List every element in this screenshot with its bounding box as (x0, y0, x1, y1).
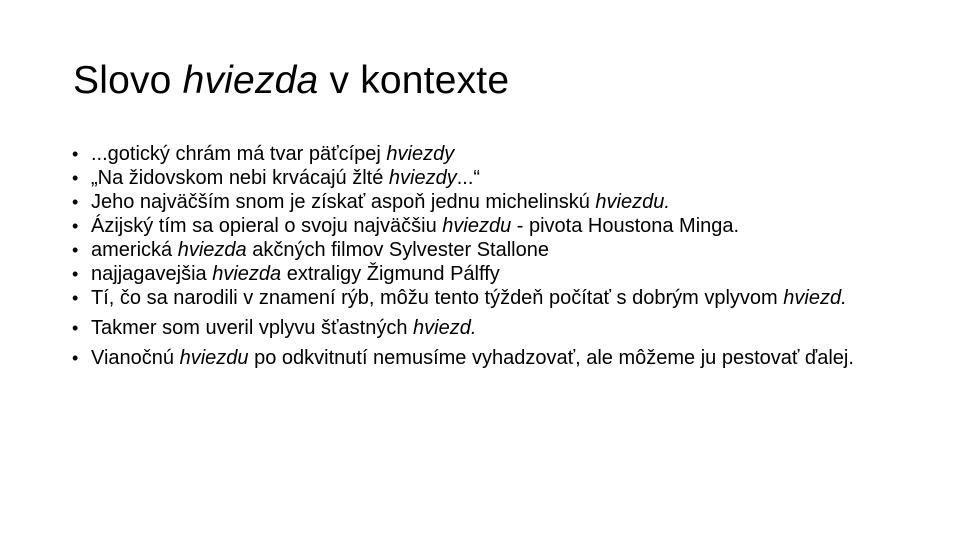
bullet-dot-icon: • (72, 264, 79, 284)
bullet-dot-icon: • (72, 192, 79, 212)
bullet-text-after: - pivota Houstona Minga. (511, 215, 740, 237)
bullet-text-after: extraligy Žigmund Pálffy (281, 263, 500, 285)
bullet-text-before: najjagavejšia (91, 263, 213, 285)
bullet-text-italic: hviezd. (783, 287, 847, 309)
bullet-list (72, 142, 922, 370)
bullet-item (72, 190, 922, 214)
bullet-dot-icon: • (72, 240, 79, 260)
bullet-item (72, 214, 922, 238)
bullet-text-before: ...gotický chrám má tvar päťcípej (91, 143, 387, 165)
bullet-text-before: Jeho najväčším snom je získať aspoň jednu michelinskú (91, 191, 596, 213)
bullet-text-after: akčných filmov Sylvester Stallone (246, 239, 549, 261)
bullet-text-italic: hviezdy (386, 143, 455, 165)
slide-title (73, 56, 509, 106)
bullet-item (72, 142, 922, 166)
bullet-text-after: ...“ (456, 167, 481, 189)
bullet-item (72, 316, 922, 340)
bullet-text-italic: hviezdu. (595, 191, 670, 213)
bullet-item (72, 346, 922, 370)
bullet-item (72, 286, 922, 310)
bullet-dot-icon: • (72, 288, 79, 308)
bullet-item (72, 262, 922, 286)
bullet-text-before: Takmer som uveril vplyvu šťastných (91, 317, 414, 339)
bullet-text-italic: hviezd. (413, 317, 477, 339)
title-text-italic: hviezda (182, 59, 319, 102)
bullet-item (72, 166, 922, 190)
bullet-text-italic: hviezdu (179, 347, 249, 369)
bullet-dot-icon: • (72, 216, 79, 236)
bullet-text-after: po odkvitnutí nemusíme vyhadzovať, ale môžeme ju pestovať ďalej. (248, 347, 854, 369)
bullet-item (72, 238, 922, 262)
bullet-text-before: Ázijský tím sa opieral o svoju najväčšiu (91, 215, 443, 237)
bullet-dot-icon: • (72, 168, 79, 188)
bullet-text-before: Vianočnú (91, 347, 180, 369)
bullet-text-before: americká (91, 239, 178, 261)
bullet-text-italic: hviezda (177, 239, 247, 261)
bullet-dot-icon: • (72, 318, 79, 338)
bullet-text-italic: hviezdy (388, 167, 457, 189)
bullet-text-before: „Na židovskom nebi krvácajú žlté (91, 167, 389, 189)
bullet-text-italic: hviezdu (442, 215, 512, 237)
bullet-text-italic: hviezda (212, 263, 282, 285)
title-text-before: Slovo (73, 59, 183, 102)
title-text-after: v kontexte (318, 59, 510, 102)
bullet-dot-icon: • (72, 144, 79, 164)
bullet-dot-icon: • (72, 348, 79, 368)
bullet-text-before: Tí, čo sa narodili v znamení rýb, môžu tento týždeň počítať s dobrým vplyvom (91, 287, 784, 309)
